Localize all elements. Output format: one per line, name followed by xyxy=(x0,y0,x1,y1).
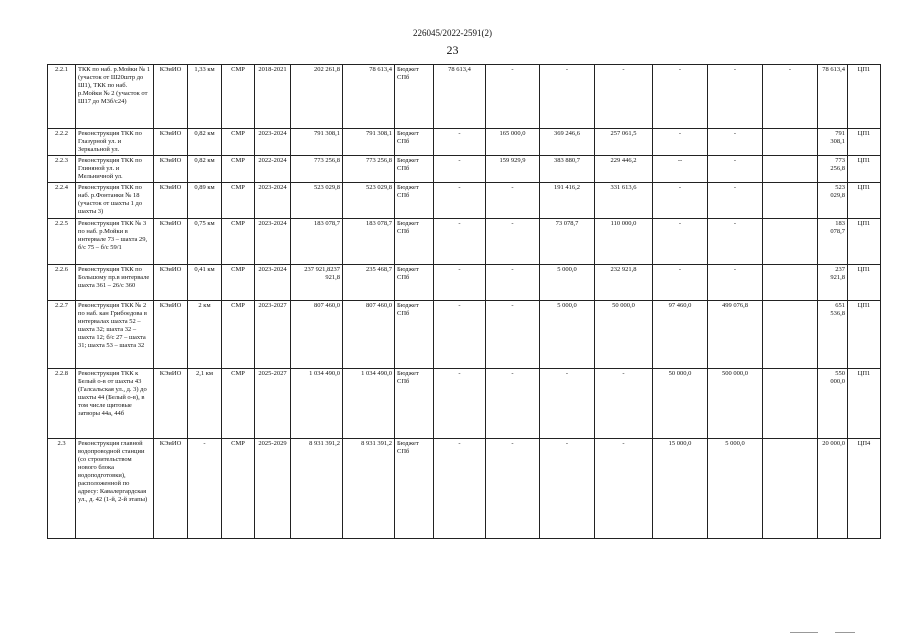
table-row xyxy=(48,156,881,183)
cell-no: 2.2.3 xyxy=(48,156,76,183)
cell-y2022: 165 000,0 xyxy=(486,129,540,156)
cell-y2025: 97 460,0 xyxy=(653,301,708,369)
cell-y2024: 331 613,6 xyxy=(595,183,653,219)
cell-cost: 1 034 490,0 xyxy=(291,369,343,439)
cell-name: Реконструкция ТКК № 3 по наб. р.Мойки в интервале 73 – шахта 29, б/с 75 – б/с 59/1 xyxy=(76,219,154,265)
cell-sum: 550 000,0 xyxy=(818,369,848,439)
cell-years: 2023-2024 xyxy=(255,219,291,265)
cell-source: Бюджет СПб xyxy=(395,439,434,539)
cell-org: КЭиИО xyxy=(154,369,188,439)
cell-length: 2 км xyxy=(188,301,222,369)
cell-no: 2.2.5 xyxy=(48,219,76,265)
cell-code: ЦП1 xyxy=(848,156,881,183)
cell-work: СМР xyxy=(222,439,255,539)
cell-y2021: - xyxy=(434,439,486,539)
cell-y2024: - xyxy=(595,369,653,439)
cell-y2027: - xyxy=(763,65,818,129)
cell-work: СМР xyxy=(222,219,255,265)
cell-y2025: - xyxy=(653,183,708,219)
cell-org: КЭиИО xyxy=(154,156,188,183)
cell-cost: 773 256,8 xyxy=(291,156,343,183)
cell-source: Бюджет СПб xyxy=(395,265,434,301)
cell-total: 807 460,0 xyxy=(343,301,395,369)
scan-mark xyxy=(790,632,818,633)
cell-work: СМР xyxy=(222,129,255,156)
cell-org: КЭиИО xyxy=(154,265,188,301)
cell-y2026: 500 000,0 xyxy=(708,369,763,439)
cell-y2022: - xyxy=(486,439,540,539)
cell-name: Реконструкция ТКК по Глазурной ул. и Зеркальной ул. xyxy=(76,129,154,156)
cell-y2024: 110 000,0 xyxy=(595,219,653,265)
table-row xyxy=(48,183,881,219)
cell-cost: 202 261,8 xyxy=(291,65,343,129)
cell-y2023: 191 416,2 xyxy=(540,183,595,219)
cell-y2022: - xyxy=(486,183,540,219)
scan-mark xyxy=(835,632,855,633)
cell-length: 0,41 км xyxy=(188,265,222,301)
cell-y2023: - xyxy=(540,369,595,439)
cell-years: 2023-2024 xyxy=(255,129,291,156)
cell-name: Реконструкция ТКК по Глиняной ул. и Мельничной ул. xyxy=(76,156,154,183)
cell-total: 183 078,7 xyxy=(343,219,395,265)
cell-y2024: - xyxy=(595,65,653,129)
cell-length: 0,82 км xyxy=(188,129,222,156)
cell-years: 2023-2024 xyxy=(255,265,291,301)
cell-name: ТКК по наб. р.Мойки № 1 (участок от Ш20штр до Ш1), ТКК по наб. р.Мойки № 2 (участок от Ш17 до М3б/с24) xyxy=(76,65,154,129)
cell-work: СМР xyxy=(222,301,255,369)
cell-name: Реконструкция главной водопроводной станции (со строительством нового блока водоподготовки), расположенной по адресу: Кавалергардская ул., д. 42 (1-й, 2-й этапы) xyxy=(76,439,154,539)
cell-y2026: - xyxy=(708,265,763,301)
cell-code: ЦП1 xyxy=(848,265,881,301)
cell-length: 0,75 км xyxy=(188,219,222,265)
cell-y2022: - xyxy=(486,265,540,301)
cell-length: 0,89 км xyxy=(188,183,222,219)
cell-y2024: 232 921,8 xyxy=(595,265,653,301)
cell-work: СМР xyxy=(222,369,255,439)
cell-total: 1 034 490,0 xyxy=(343,369,395,439)
cell-y2023: - xyxy=(540,65,595,129)
cell-y2022: - xyxy=(486,369,540,439)
cell-sum: 20 000,0 xyxy=(818,439,848,539)
cell-y2027 xyxy=(763,129,818,156)
cell-sum: 651 536,8 xyxy=(818,301,848,369)
cell-source: Бюджет СПб xyxy=(395,156,434,183)
cell-total: 523 029,8 xyxy=(343,183,395,219)
cell-y2027 xyxy=(763,439,818,539)
cell-total: 78 613,4 xyxy=(343,65,395,129)
table-row xyxy=(48,301,881,369)
cell-total: 8 931 391,2 xyxy=(343,439,395,539)
cell-y2026: - xyxy=(708,219,763,265)
cell-work: СМР xyxy=(222,156,255,183)
cell-y2021: - xyxy=(434,369,486,439)
cell-sum: 183 078,7 xyxy=(818,219,848,265)
cell-source: Бюджет СПб xyxy=(395,301,434,369)
cell-code: ЦП1 xyxy=(848,129,881,156)
cell-y2026: 5 000,0 xyxy=(708,439,763,539)
cell-source: Бюджет СПб xyxy=(395,219,434,265)
cell-name: Реконструкция ТКК № 2 по наб. кан Грибоедова в интервалах шахта 52 – шахта 32; шахта 32 – шахта 12; б/с 27 – шахта 31; шахта 53 – шахта 32 xyxy=(76,301,154,369)
cell-y2026: - xyxy=(708,156,763,183)
cell-total: 791 308,1 xyxy=(343,129,395,156)
cell-source: Бюджет СПб xyxy=(395,65,434,129)
cell-no: 2.2.6 xyxy=(48,265,76,301)
cell-source: Бюджет СПб xyxy=(395,183,434,219)
cell-sum: 237 921,8 xyxy=(818,265,848,301)
cell-sum: 791 308,1 xyxy=(818,129,848,156)
cell-y2023: 383 880,7 xyxy=(540,156,595,183)
cell-name: Реконструкция ТКК по Большому пр.в интервале шахта 361 – 26/с 360 xyxy=(76,265,154,301)
table-row xyxy=(48,219,881,265)
cell-no: 2.2.8 xyxy=(48,369,76,439)
cell-work: СМР xyxy=(222,265,255,301)
cell-y2021: - xyxy=(434,183,486,219)
cell-y2023: 369 246,6 xyxy=(540,129,595,156)
document-number: 226045/2022-2591(2) xyxy=(413,28,492,38)
cell-code: ЦП1 xyxy=(848,301,881,369)
cell-cost: 807 460,0 xyxy=(291,301,343,369)
cell-years: 2025-2029 xyxy=(255,439,291,539)
cell-sum: 523 029,8 xyxy=(818,183,848,219)
table-row xyxy=(48,369,881,439)
cell-total: 235 468,7 xyxy=(343,265,395,301)
cell-years: 2022-2024 xyxy=(255,156,291,183)
cell-code: ЦП1 xyxy=(848,183,881,219)
cell-y2027 xyxy=(763,156,818,183)
cell-length: 2,1 км xyxy=(188,369,222,439)
cell-years: 2018-2021 xyxy=(255,65,291,129)
cell-y2023: 5 000,0 xyxy=(540,265,595,301)
cell-y2021: 78 613,4 xyxy=(434,65,486,129)
cell-y2025: - xyxy=(653,65,708,129)
cell-org: КЭиИО xyxy=(154,129,188,156)
cell-y2024: 257 061,5 xyxy=(595,129,653,156)
cell-y2027 xyxy=(763,183,818,219)
cell-y2024: 229 446,2 xyxy=(595,156,653,183)
cell-total: 773 256,8 xyxy=(343,156,395,183)
cell-no: 2.2.1 xyxy=(48,65,76,129)
table-row xyxy=(48,129,881,156)
cell-org: КЭиИО xyxy=(154,183,188,219)
cell-y2027 xyxy=(763,301,818,369)
cell-code: ЦП1 xyxy=(848,219,881,265)
cell-length: 0,82 км xyxy=(188,156,222,183)
cell-y2022: 159 929,9 xyxy=(486,156,540,183)
table-row xyxy=(48,65,881,129)
cell-source: Бюджет СПб xyxy=(395,369,434,439)
cell-no: 2.3 xyxy=(48,439,76,539)
cell-no: 2.2.2 xyxy=(48,129,76,156)
cell-y2023: 5 000,0 xyxy=(540,301,595,369)
cell-code: ЦП4 xyxy=(848,439,881,539)
cell-work: СМР xyxy=(222,183,255,219)
cell-work: СМР xyxy=(222,65,255,129)
cell-no: 2.2.7 xyxy=(48,301,76,369)
budget-table xyxy=(47,64,881,539)
cell-name: Реконструкция ТКК по наб. р.Фонтанки № 18 (участок от шахты 1 до шахты 3) xyxy=(76,183,154,219)
cell-y2027 xyxy=(763,265,818,301)
cell-y2025: 15 000,0 xyxy=(653,439,708,539)
cell-y2022: - xyxy=(486,219,540,265)
cell-years: 2023-2024 xyxy=(255,183,291,219)
cell-code: ЦП1 xyxy=(848,369,881,439)
cell-y2026: - xyxy=(708,129,763,156)
cell-y2025: - xyxy=(653,265,708,301)
cell-years: 2025-2027 xyxy=(255,369,291,439)
page-number: 23 xyxy=(446,43,459,57)
cell-y2023: 73 078,7 xyxy=(540,219,595,265)
cell-cost: 183 078,7 xyxy=(291,219,343,265)
cell-y2027 xyxy=(763,369,818,439)
cell-org: КЭиИО xyxy=(154,65,188,129)
cell-y2027 xyxy=(763,219,818,265)
cell-y2026: - xyxy=(708,65,763,129)
cell-sum: 78 613,4 xyxy=(818,65,848,129)
cell-y2026: 499 076,8 xyxy=(708,301,763,369)
cell-y2025: - xyxy=(653,219,708,265)
cell-y2021: - xyxy=(434,129,486,156)
cell-no: 2.2.4 xyxy=(48,183,76,219)
cell-y2025: 50 000,0 xyxy=(653,369,708,439)
cell-cost: 8 931 391,2 xyxy=(291,439,343,539)
cell-source: Бюджет СПб xyxy=(395,129,434,156)
cell-y2026: - xyxy=(708,183,763,219)
cell-years: 2023-2027 xyxy=(255,301,291,369)
cell-y2022: - xyxy=(486,301,540,369)
cell-name: Реконструкция ТКК к Белый о-в от шахты 43 (Галсальская ул., д. 3) до шахты 44 (Белый о-в), в том числе щитовые затворы 44а, 44б xyxy=(76,369,154,439)
cell-y2021: - xyxy=(434,301,486,369)
cell-length: 1,33 км xyxy=(188,65,222,129)
cell-cost: 791 308,1 xyxy=(291,129,343,156)
table-row xyxy=(48,439,881,539)
cell-org: КЭиИО xyxy=(154,301,188,369)
table-row xyxy=(48,265,881,301)
cell-cost: 523 029,8 xyxy=(291,183,343,219)
cell-y2025: -- xyxy=(653,156,708,183)
cell-org: КЭиИО xyxy=(154,439,188,539)
cell-y2021: - xyxy=(434,219,486,265)
cell-org: КЭиИО xyxy=(154,219,188,265)
cell-y2024: 50 000,0 xyxy=(595,301,653,369)
cell-length: - xyxy=(188,439,222,539)
cell-y2025: - xyxy=(653,129,708,156)
cell-y2021: - xyxy=(434,156,486,183)
cell-code: ЦП1 xyxy=(848,65,881,129)
cell-y2022: - xyxy=(486,65,540,129)
cell-y2021: - xyxy=(434,265,486,301)
cell-y2023: - xyxy=(540,439,595,539)
cell-sum: 773 256,8 xyxy=(818,156,848,183)
cell-y2024: - xyxy=(595,439,653,539)
cell-cost: 237 921,8237 921,8 xyxy=(291,265,343,301)
